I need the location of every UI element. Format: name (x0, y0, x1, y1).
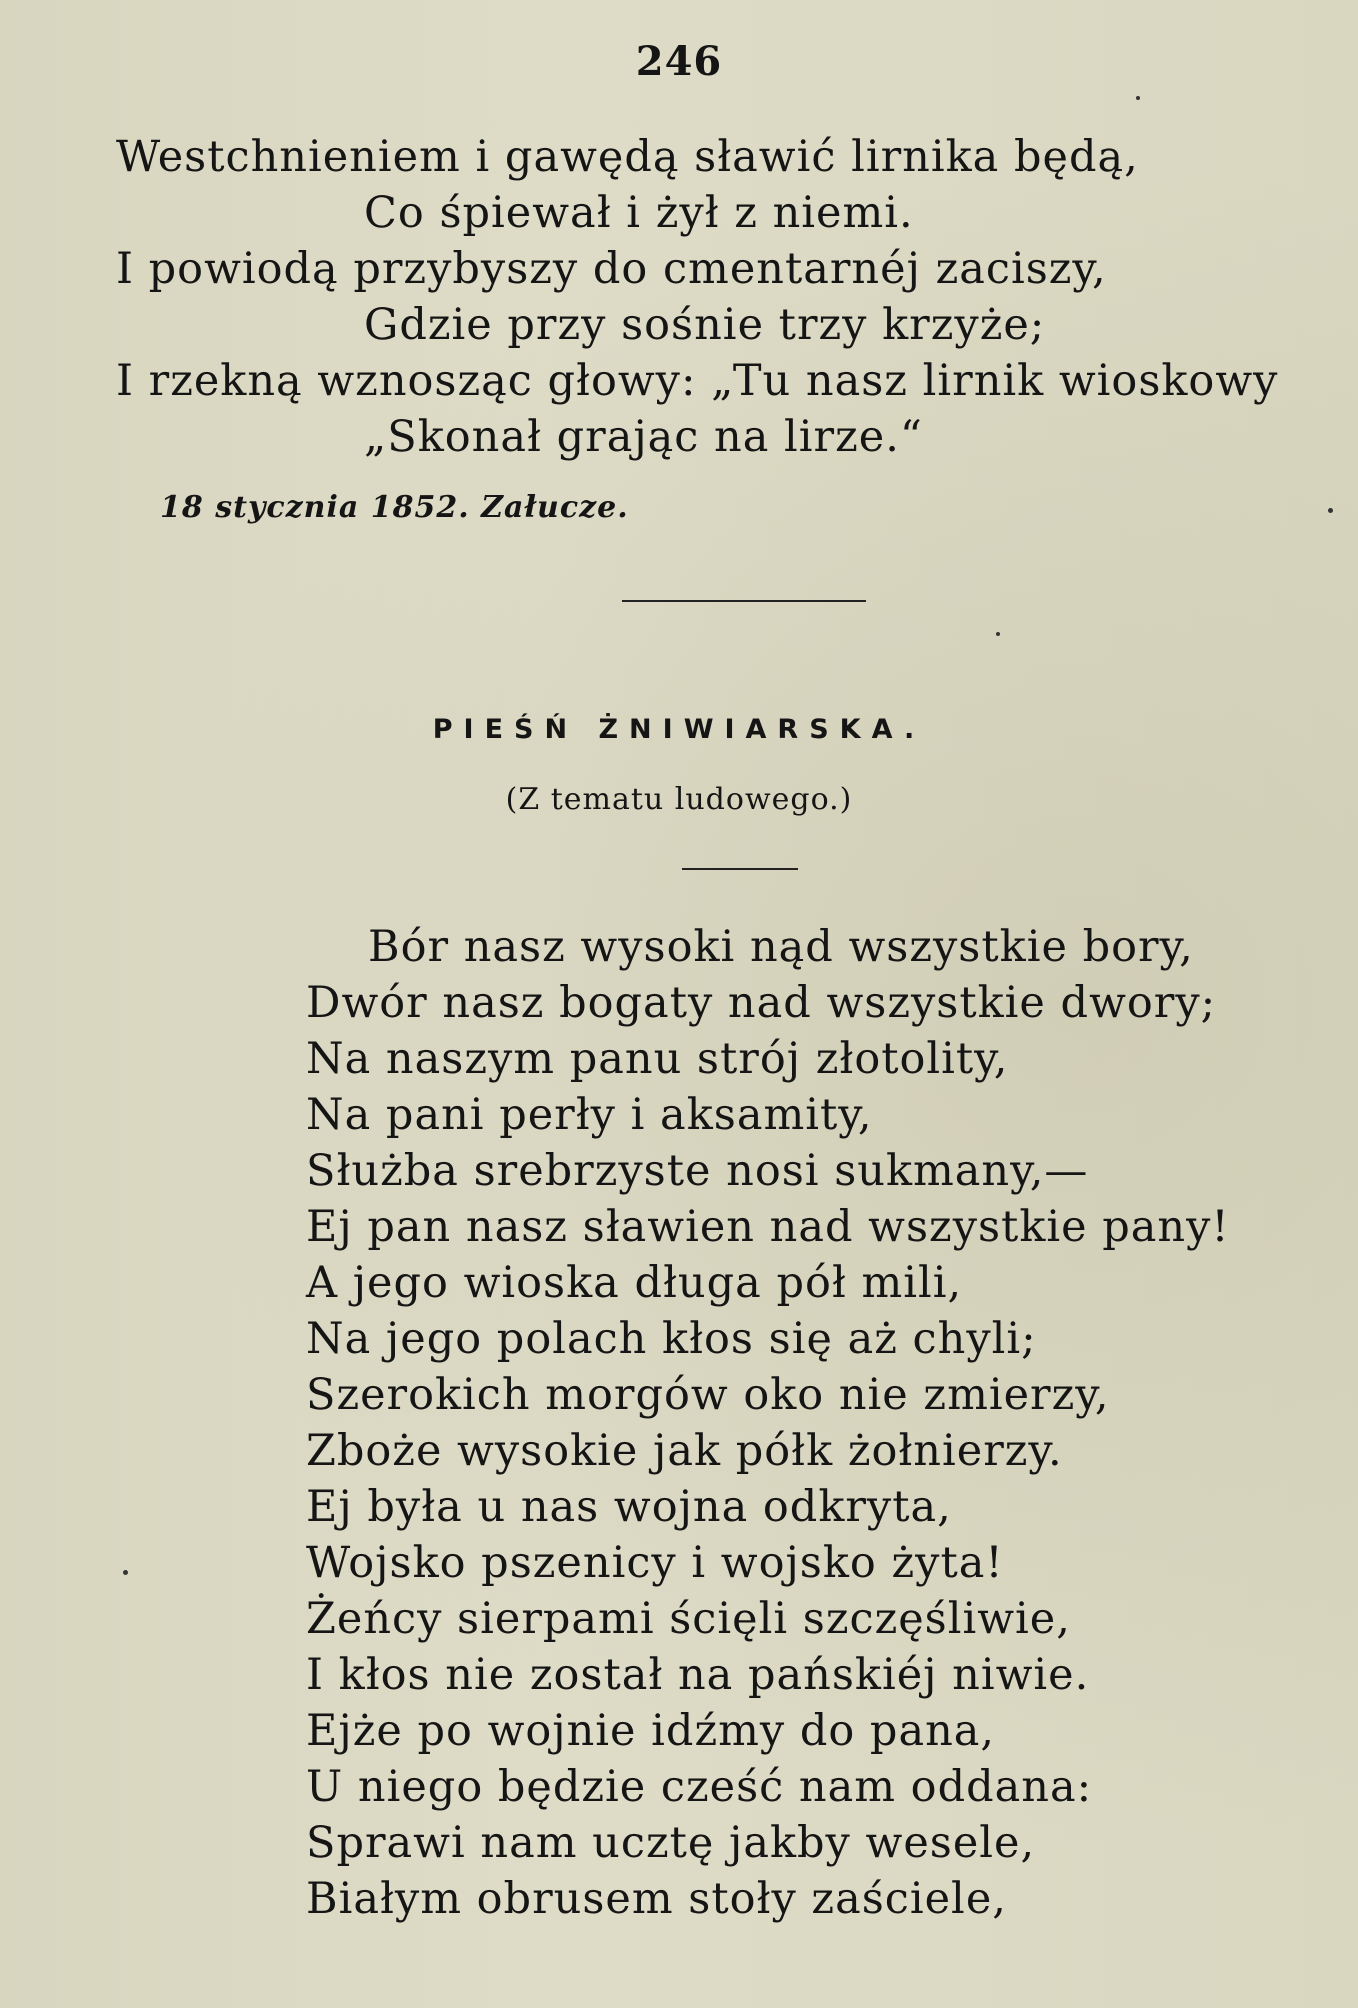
poem-line: I powiodą przybyszy do cmentarnéj zaciszy, (116, 244, 1107, 294)
poem-line: Gdzie przy sośnie trzy krzyże; (364, 300, 1046, 350)
paper-speck (1328, 508, 1333, 513)
song-line: A jego wioska długa pół mili, (306, 1258, 963, 1308)
paper-speck (123, 1570, 128, 1575)
song-line: Ejże po wojnie idźmy do pana, (306, 1706, 996, 1756)
song-line: Sprawi nam ucztę jakby wesele, (306, 1818, 1036, 1868)
page-number: 246 (635, 38, 723, 85)
title-divider (682, 868, 798, 870)
poem-line: „Skonał grając na lirze.“ (364, 412, 923, 462)
song-line: Na jego polach kłos się aż chyli; (306, 1314, 1037, 1364)
song-line: Ej była u nas wojna odkryta, (306, 1482, 952, 1532)
song-line: U niego będzie cześć nam oddana: (306, 1762, 1093, 1812)
song-line: I kłos nie został na pańskiéj niwie. (306, 1650, 1090, 1700)
song-line: Ej pan nasz sławien nad wszystkie pany! (306, 1202, 1230, 1252)
song-title: PIEŚŃ ŻNIWIARSKA. (432, 714, 926, 745)
song-line: Zboże wysokie jak półk żołnierzy. (306, 1426, 1063, 1476)
song-line: Na naszym panu strój złotolity, (306, 1034, 1009, 1084)
song-subtitle: (Z tematu ludowego.) (505, 782, 853, 817)
poem-line: Westchnieniem i gawędą sławić lirnika będą, (116, 132, 1139, 182)
song-line: Szerokich morgów oko nie zmierzy, (306, 1370, 1110, 1420)
poem-line: Co śpiewał i żył z niemi. (364, 188, 914, 238)
paper-speck (1136, 96, 1140, 100)
song-line: Dwór nasz bogaty nad wszystkie dwory; (306, 978, 1217, 1028)
song-line: Wojsko pszenicy i wojsko żyta! (306, 1538, 1004, 1588)
dateline: 18 stycznia 1852. Załucze. (160, 490, 629, 525)
song-line: Służba srebrzyste nosi sukmany,— (306, 1146, 1089, 1196)
song-line: Żeńcy sierpami ścięli szczęśliwie, (306, 1594, 1071, 1644)
song-line: Bór nasz wysoki nąd wszystkie bory, (368, 922, 1194, 972)
song-line: Na pani perły i aksamity, (306, 1090, 873, 1140)
paper-speck (996, 632, 1000, 636)
section-divider (622, 600, 866, 602)
poem-line: I rzekną wznosząc głowy: „Tu nasz lirnik wioskowy (116, 356, 1279, 406)
song-line: Białym obrusem stoły zaściele, (306, 1874, 1007, 1924)
